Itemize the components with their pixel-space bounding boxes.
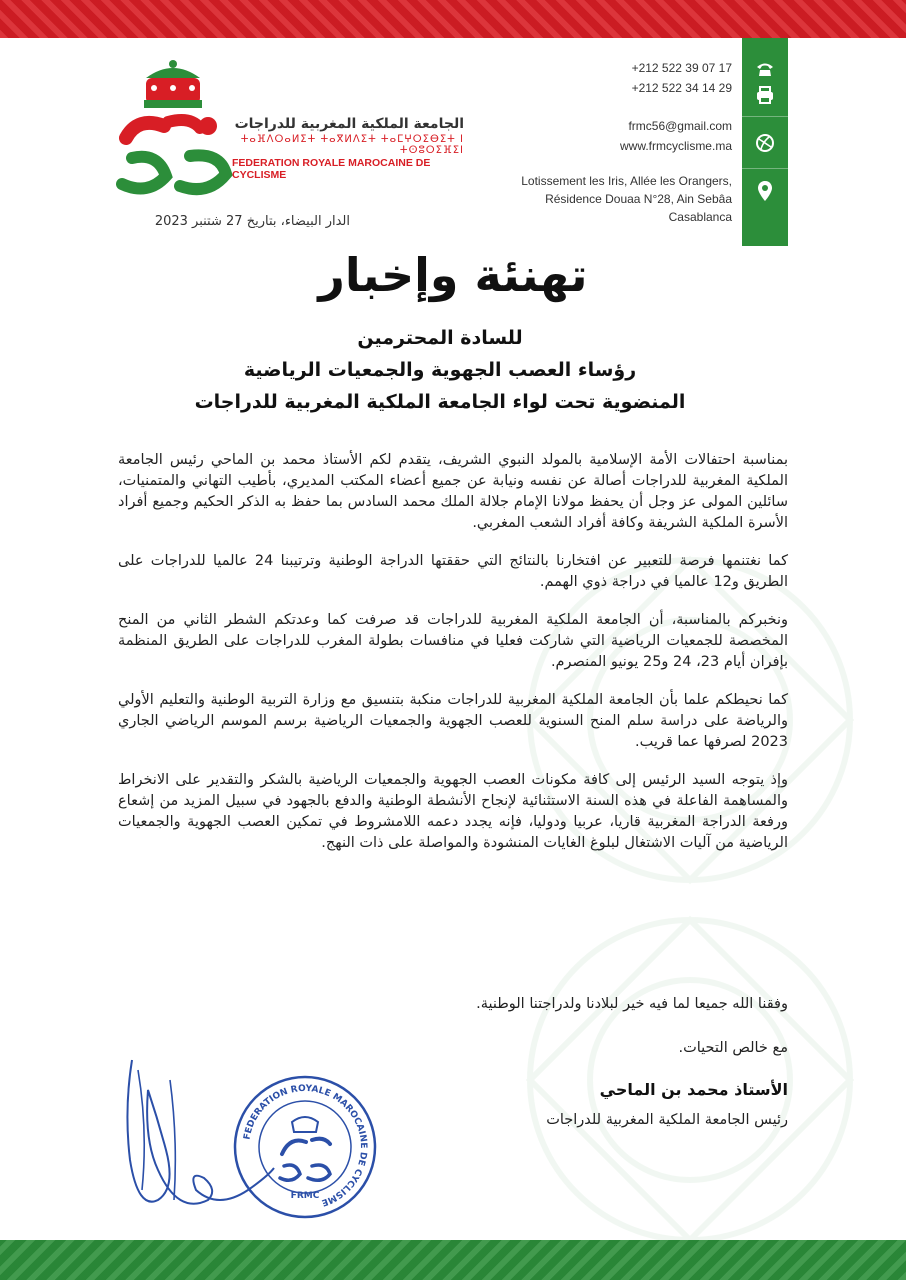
recipients-line-3: المنضوية تحت لواء الجامعة الملكية المغربية للدراجات [194, 391, 686, 413]
paragraph-thanks: وإذ يتوجه السيد الرئيس إلى كافة مكونات العصب الجهوية والجمعيات الرياضية بالشكر والتقدير على الانخراط والمساهمة الفاعلة في هذه السنة الاستثنائية لإنجاح الأنشطة الوطنية والدفع بالجهود في سبيل المزيد من إشعاع ورفعة الدراجة المغربية قاريا، عربيا ودوليا، فإنه يجدد دعمه اللامشروط في تمكين العصب الجهوية والجمعيات الرياضية من آليات الاشتغال لبلوغ الغايات المنشودة والمواصلة على ذات النهج. [118, 772, 788, 851]
website-url: www.frmcyclisme.ma [619, 139, 732, 153]
web-contact [620, 116, 732, 156]
top-decorative-band [0, 0, 906, 38]
paragraph-grants-paid: ونخبركم بالمناسبة، أن الجامعة الملكية المغربية للدراجات قد صرفت كما وعدتكم الشطر الثاني من المنح المخصصة للجمعيات الرياضية التي شاركت فعليا في منافسات بطولة المغرب للدراجات على الطريق المنظمة بإفران أيام 23، 24 و25 يونيو المنصرم. [118, 612, 788, 670]
location-pin-icon [742, 168, 788, 214]
recipients-block [150, 322, 730, 418]
organization-name-tifinagh: ⵜⴰⴼⴷⵔⴰⵍⵉⵜ ⵜⴰⴳⵍⴷⵉⵜ ⵜⴰⵎⵖⵔⵉⴱⵉⵜ ⵏ ⵜⵙⵓⵔⵉⴼⵉⵏ [240, 134, 464, 156]
closing-greeting: مع خالص التحيات. [678, 1040, 788, 1056]
letter-body [118, 450, 788, 871]
signatory-title: رئيس الجامعة الملكية المغربية للدراجات [546, 1112, 788, 1128]
paragraph-congratulations: بمناسبة احتفالات الأمة الإسلامية بالمولد النبوي الشريف، يتقدم لكم الأستاذ محمد بن الماحي رئيس الجامعة الملكية المغربية للدراجات أصالة عن نفسه ونيابة عن جميع أعضاء المكتب المديري، بأطيب التهاني والمتمنيات، سائلين المولى عز وجل أن يحفظ مولانا الإمام جلالة الملك محمد السادس بما حفظ به الذكر الحكيم وجميع أفراد الأسرة الملكية الشريفة وكافة أفراد الشعب المغربي. [118, 452, 788, 531]
email-address: frmc56@gmail.com [628, 119, 732, 133]
recipients-line-1: للسادة المحترمين [357, 327, 523, 349]
paragraph-annual-grants: كما نحيطكم علما بأن الجامعة الملكية المغربية للدراجات منكبة بتنسيق مع وزارة التربية الوطنية والتعليم الأولي والرياضة على دراسة سلم المنح السنوية للعصب الجهوية والجمعيات الرياضية برسم الموسم الرياضي الجاري 2023 لصرفها عما قريب. [118, 692, 788, 750]
fax-number: +212 522 34 14 29 [631, 81, 732, 95]
date-line: الدار البيضاء، بتاريخ 27 شتنبر 2023 [154, 214, 350, 229]
signatory-name: الأستاذ محمد بن الماحي [599, 1080, 788, 1099]
cyclist-icon [122, 117, 226, 189]
federation-logo [108, 56, 238, 206]
phone-number: +212 522 39 07 17 [631, 61, 732, 75]
official-stamp [232, 1074, 378, 1220]
closing-prayer: وفقنا الله جميعا لما فيه خير لبلادنا ولدراجتنا الوطنية. [476, 996, 788, 1012]
phone-numbers [632, 58, 732, 98]
recipients-line-2: رؤساء العصب الجهوية والجمعيات الرياضية [243, 359, 637, 381]
globe-icon [742, 120, 788, 166]
organization-name-arabic: الجامعة الملكية المغربية للدراجات [234, 116, 464, 132]
organization-name-french: FEDERATION ROYALE MAROCAINE DE CYCLISME [232, 157, 431, 181]
document-title: تهنئة وإخبار [318, 248, 588, 302]
organization-name [232, 116, 467, 181]
contact-icon-bar [742, 38, 788, 246]
svg-text:FEDERATION ROYALE MAROCAINE DE: FEDERATION ROYALE MAROCAINE DE CYCLISME [242, 1083, 369, 1208]
postal-address [521, 172, 732, 226]
address-line-1: Lotissement les Iris, Allée les Orangers, [521, 174, 732, 188]
svg-text:FRMC: FRMC [290, 1191, 320, 1201]
address-line-3: Casablanca [668, 210, 732, 224]
address-line-2: Résidence Douaa N°28, Ain Sebâa [545, 192, 732, 206]
fax-icon [742, 72, 788, 118]
paragraph-results: كما نغتنمها فرصة للتعبير عن افتخارنا بالنتائج التي حققتها الدراجة الوطنية وترتيبنا 24 عالميا للدراجات على الطريق و12 عالميا في دراجة ذوي الهمم. [118, 553, 788, 590]
crown-icon [144, 60, 202, 108]
